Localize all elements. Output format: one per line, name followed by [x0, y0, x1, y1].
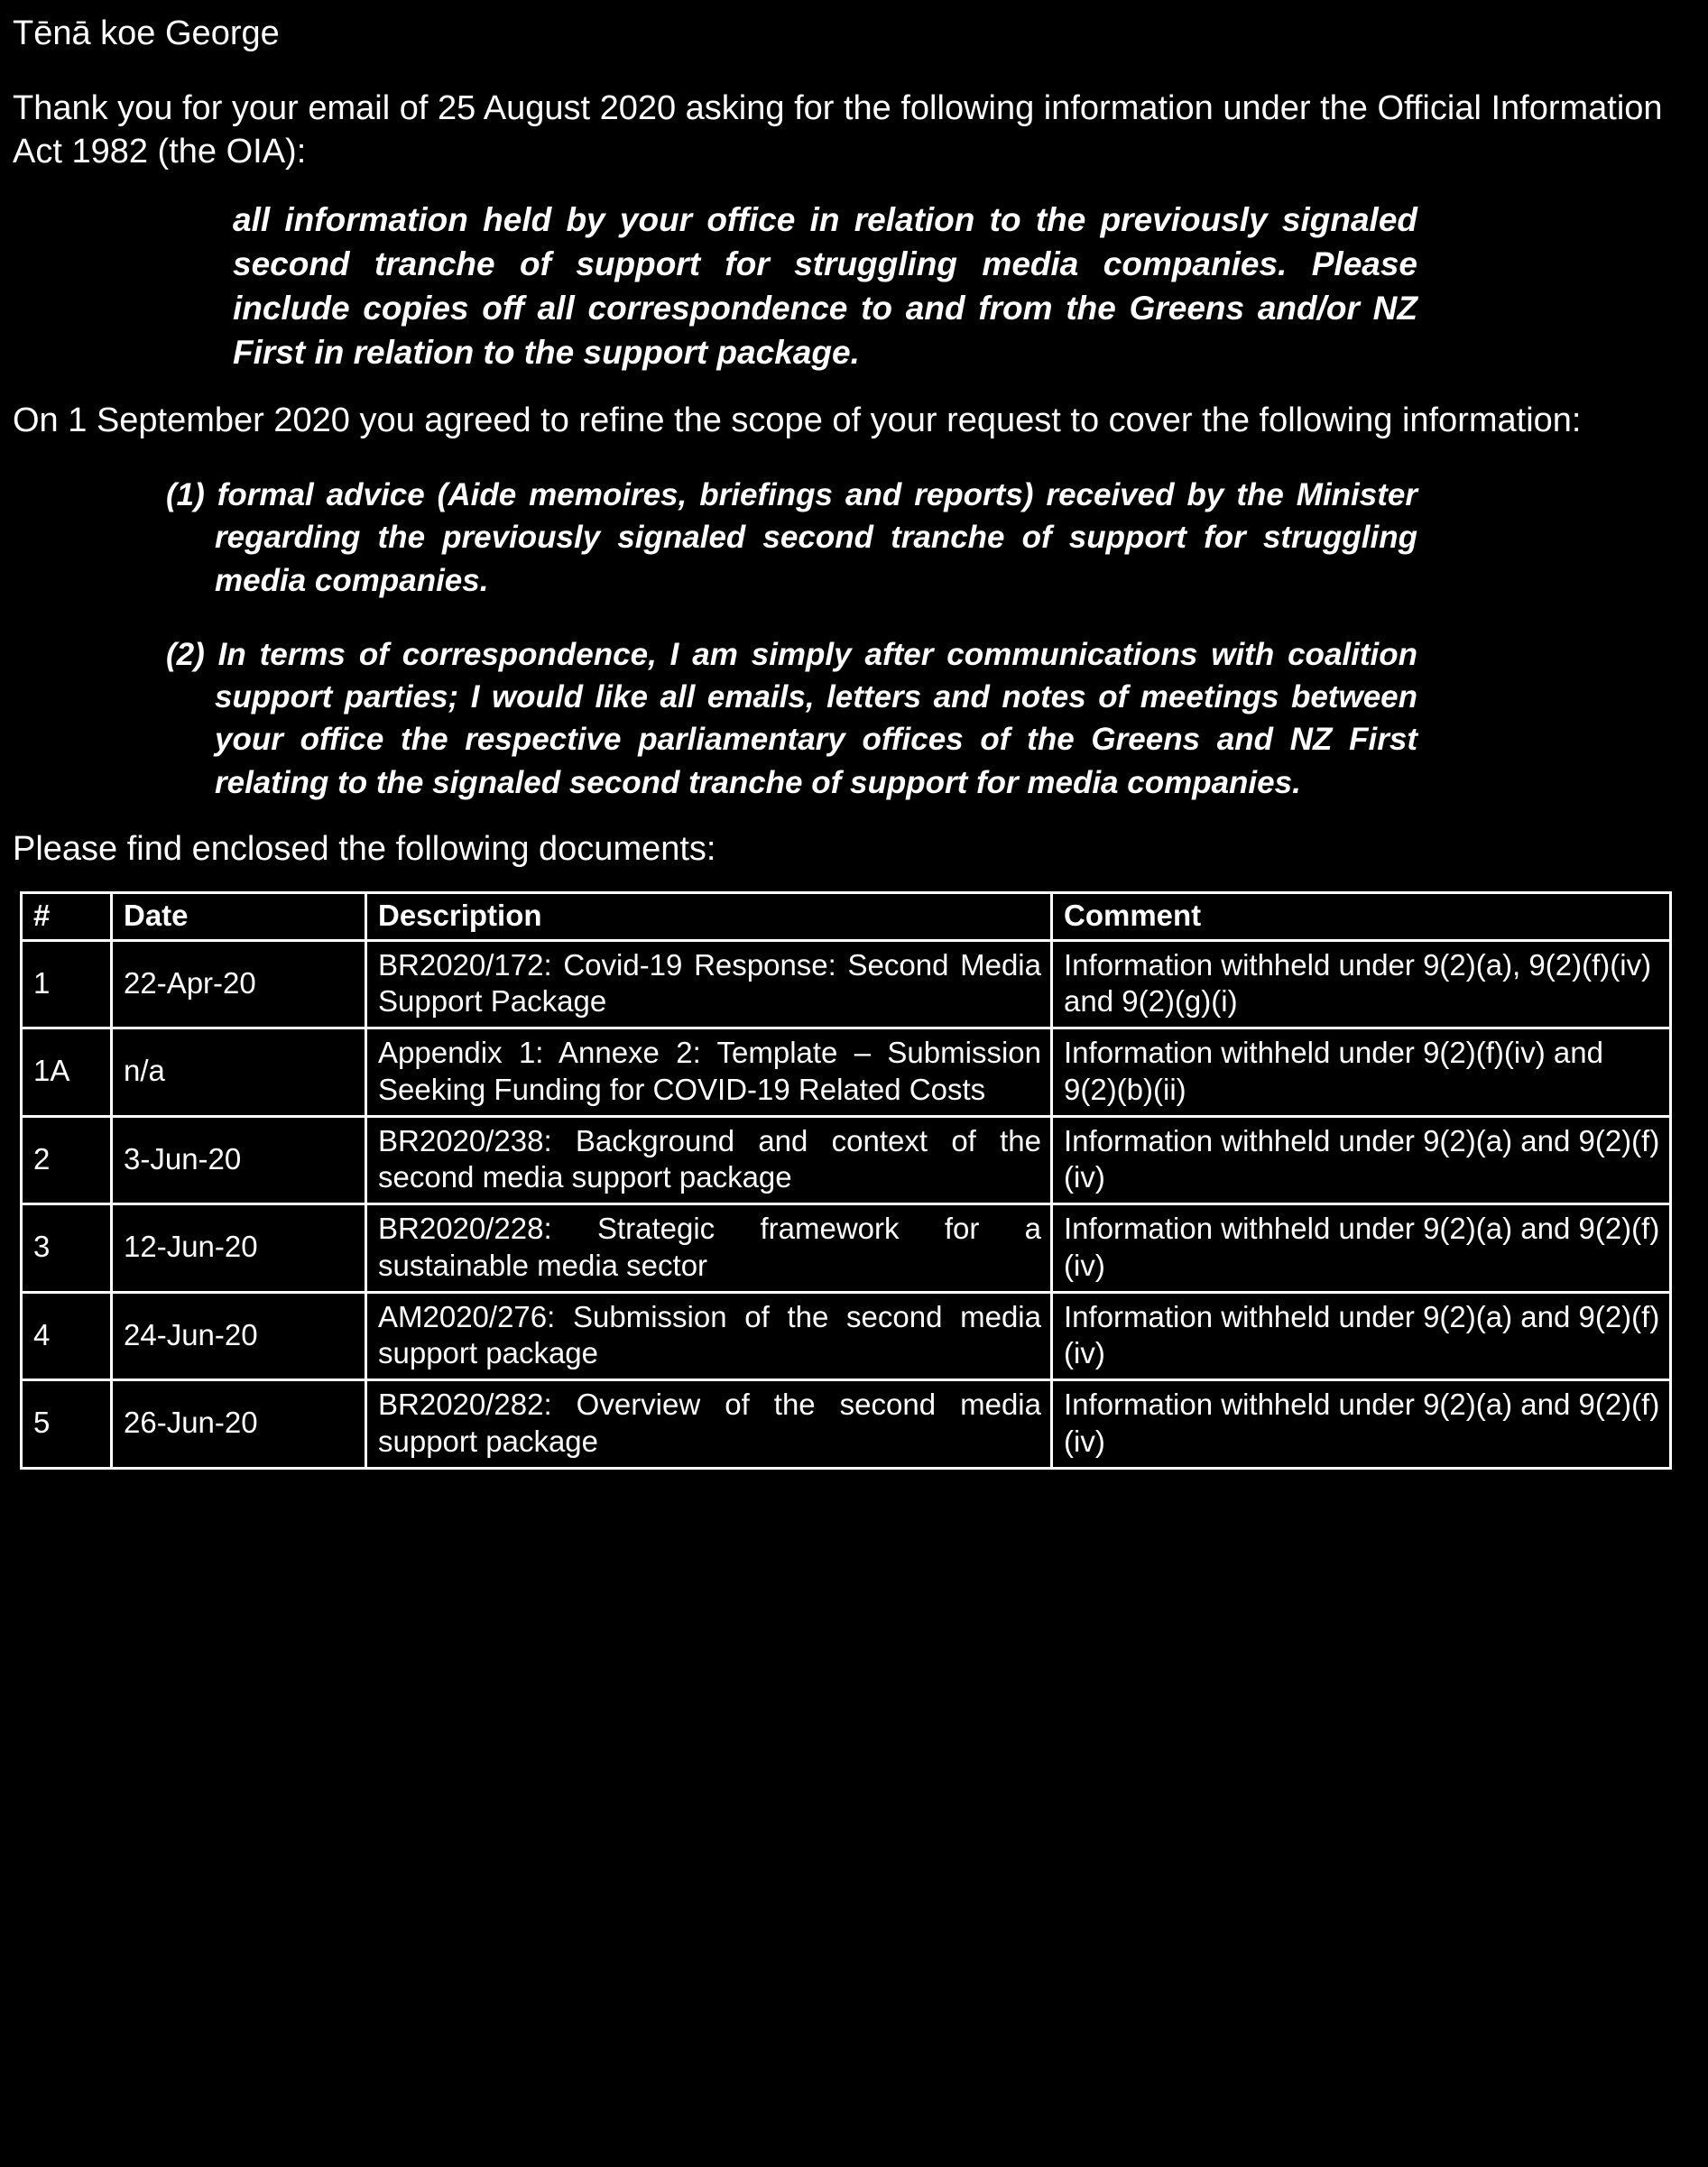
greeting-line: Tēnā koe George: [13, 14, 280, 52]
cell-date: 22-Apr-20: [112, 940, 366, 1028]
table-row: [22, 1028, 1671, 1117]
table-row: [22, 1116, 1671, 1204]
cell-date: 3-Jun-20: [112, 1116, 366, 1204]
cell-description: AM2020/276: Submission of the second media support package: [366, 1292, 1052, 1380]
cell-number: 1A: [22, 1028, 112, 1117]
cell-number: 1: [22, 940, 112, 1028]
refined-scope-list: [13, 474, 1688, 804]
column-header-comment: Comment: [1052, 892, 1671, 940]
enclosed-documents-table: [20, 891, 1672, 1470]
cell-description: BR2020/172: Covid-19 Response: Second Media Support Package: [366, 940, 1052, 1028]
cell-number: 5: [22, 1380, 112, 1469]
cell-description: BR2020/228: Strategic framework for a sustainable media sector: [366, 1204, 1052, 1293]
cell-date: 26-Jun-20: [112, 1380, 366, 1469]
column-header-description: Description: [366, 892, 1052, 940]
cell-comment: Information withheld under 9(2)(a), 9(2)(f)(iv) and 9(2)(g)(i): [1052, 940, 1671, 1028]
cell-date: 12-Jun-20: [112, 1204, 366, 1293]
column-header-number: #: [22, 892, 112, 940]
scope-item: (1) formal advice (Aide memoires, briefings and reports) received by the Minister regarding the previously signaled second tranche of support for struggling media companies.: [166, 477, 1417, 598]
cell-description: BR2020/282: Overview of the second media support package: [366, 1380, 1052, 1469]
cell-comment: Information withheld under 9(2)(a) and 9(2)(f)(iv): [1052, 1380, 1671, 1469]
cell-description: Appendix 1: Annexe 2: Template – Submission Seeking Funding for COVID-19 Related Costs: [366, 1028, 1052, 1117]
table-header-row: [22, 892, 1671, 940]
cell-number: 2: [22, 1116, 112, 1204]
cell-number: 4: [22, 1292, 112, 1380]
cell-comment: Information withheld under 9(2)(a) and 9(2)(f)(iv): [1052, 1292, 1671, 1380]
cell-description: BR2020/238: Background and context of the second media support package: [366, 1116, 1052, 1204]
table-row: [22, 1292, 1671, 1380]
cell-date: 24-Jun-20: [112, 1292, 366, 1380]
cell-date: n/a: [112, 1028, 366, 1117]
table-row: [22, 1380, 1671, 1469]
original-request-quote: all information held by your office in relation to the previously signaled second tranche of support for struggling media companies. Please include copies off all correspondence to and from the Greens and/or NZ First in relation to the support package.: [233, 200, 1417, 372]
enclosed-documents-intro: Please find enclosed the following documents:: [13, 829, 716, 868]
intro-paragraph: Thank you for your email of 25 August 2020 asking for the following information under the Official Information Act 1982 (the OIA):: [13, 88, 1663, 171]
cell-number: 3: [22, 1204, 112, 1293]
column-header-date: Date: [112, 892, 366, 940]
refined-scope-intro: On 1 September 2020 you agreed to refine the scope of your request to cover the following information:: [13, 401, 1582, 439]
table-row: [22, 1204, 1671, 1293]
cell-comment: Information withheld under 9(2)(a) and 9(2)(f)(iv): [1052, 1116, 1671, 1204]
cell-comment: Information withheld under 9(2)(a) and 9(2)(f)(iv): [1052, 1204, 1671, 1293]
cell-comment: Information withheld under 9(2)(f)(iv) and 9(2)(b)(ii): [1052, 1028, 1671, 1117]
scope-item: (2) In terms of correspondence, I am simply after communications with coalition support parties; I would like all emails, letters and notes of meetings between your office the respective parliamentary offices of the Greens and NZ First relating to the signaled second tranche of support for media companies.: [166, 636, 1417, 800]
table-row: [22, 940, 1671, 1028]
